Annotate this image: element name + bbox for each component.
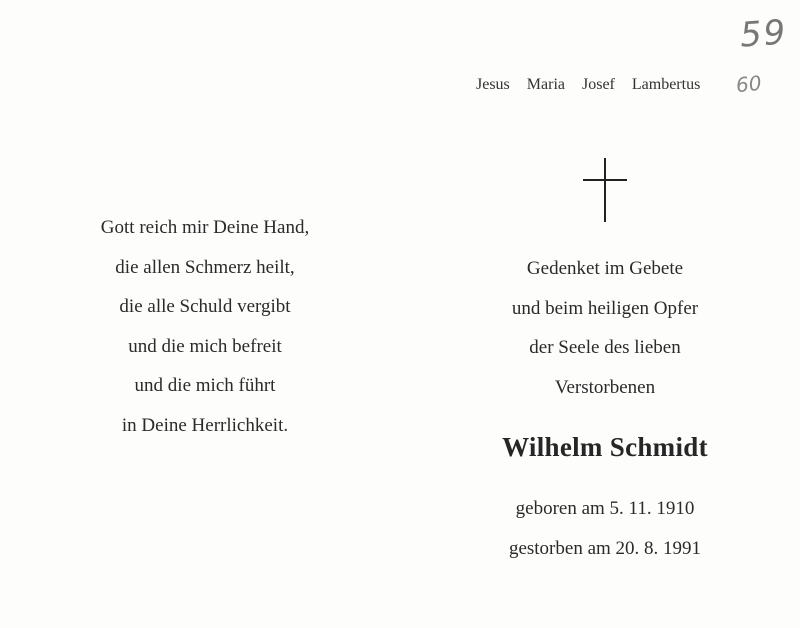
deceased-name: Wilhelm Schmidt: [502, 432, 708, 462]
death-date: gestorben am 20. 8. 1991: [508, 537, 702, 559]
poem-block: [40, 208, 370, 445]
holy-name: Jesus: [476, 76, 510, 93]
holy-name: Maria: [526, 76, 565, 93]
memorial-line: Verstorbenen: [554, 376, 656, 398]
birth-date: geboren am 5. 11. 1910: [515, 498, 695, 519]
holy-name: Josef: [581, 76, 615, 93]
memorial-line: Gedenket im Gebete: [526, 258, 684, 279]
memorial-line: und beim heiligen Opfer: [511, 297, 699, 319]
poem-line: die alle Schuld vergibt: [119, 296, 291, 317]
poem-line: in Deine Herrlichkeit.: [121, 414, 289, 436]
memorial-line: der Seele des lieben: [529, 337, 681, 358]
poem-line: und die mich befreit: [128, 335, 282, 357]
cross-icon: [583, 158, 627, 222]
poem-line: die allen Schmerz heilt,: [115, 256, 295, 278]
poem-line: Gott reich mir Deine Hand,: [100, 217, 310, 238]
poem-line: und die mich führt: [134, 375, 276, 396]
holy-names-line: [476, 76, 700, 94]
handwritten-number-side: 60: [734, 70, 763, 98]
handwritten-number-top: 59: [738, 12, 789, 56]
holy-name: Lambertus: [631, 76, 701, 93]
life-dates: [440, 489, 770, 568]
memorial-text: [440, 249, 770, 407]
